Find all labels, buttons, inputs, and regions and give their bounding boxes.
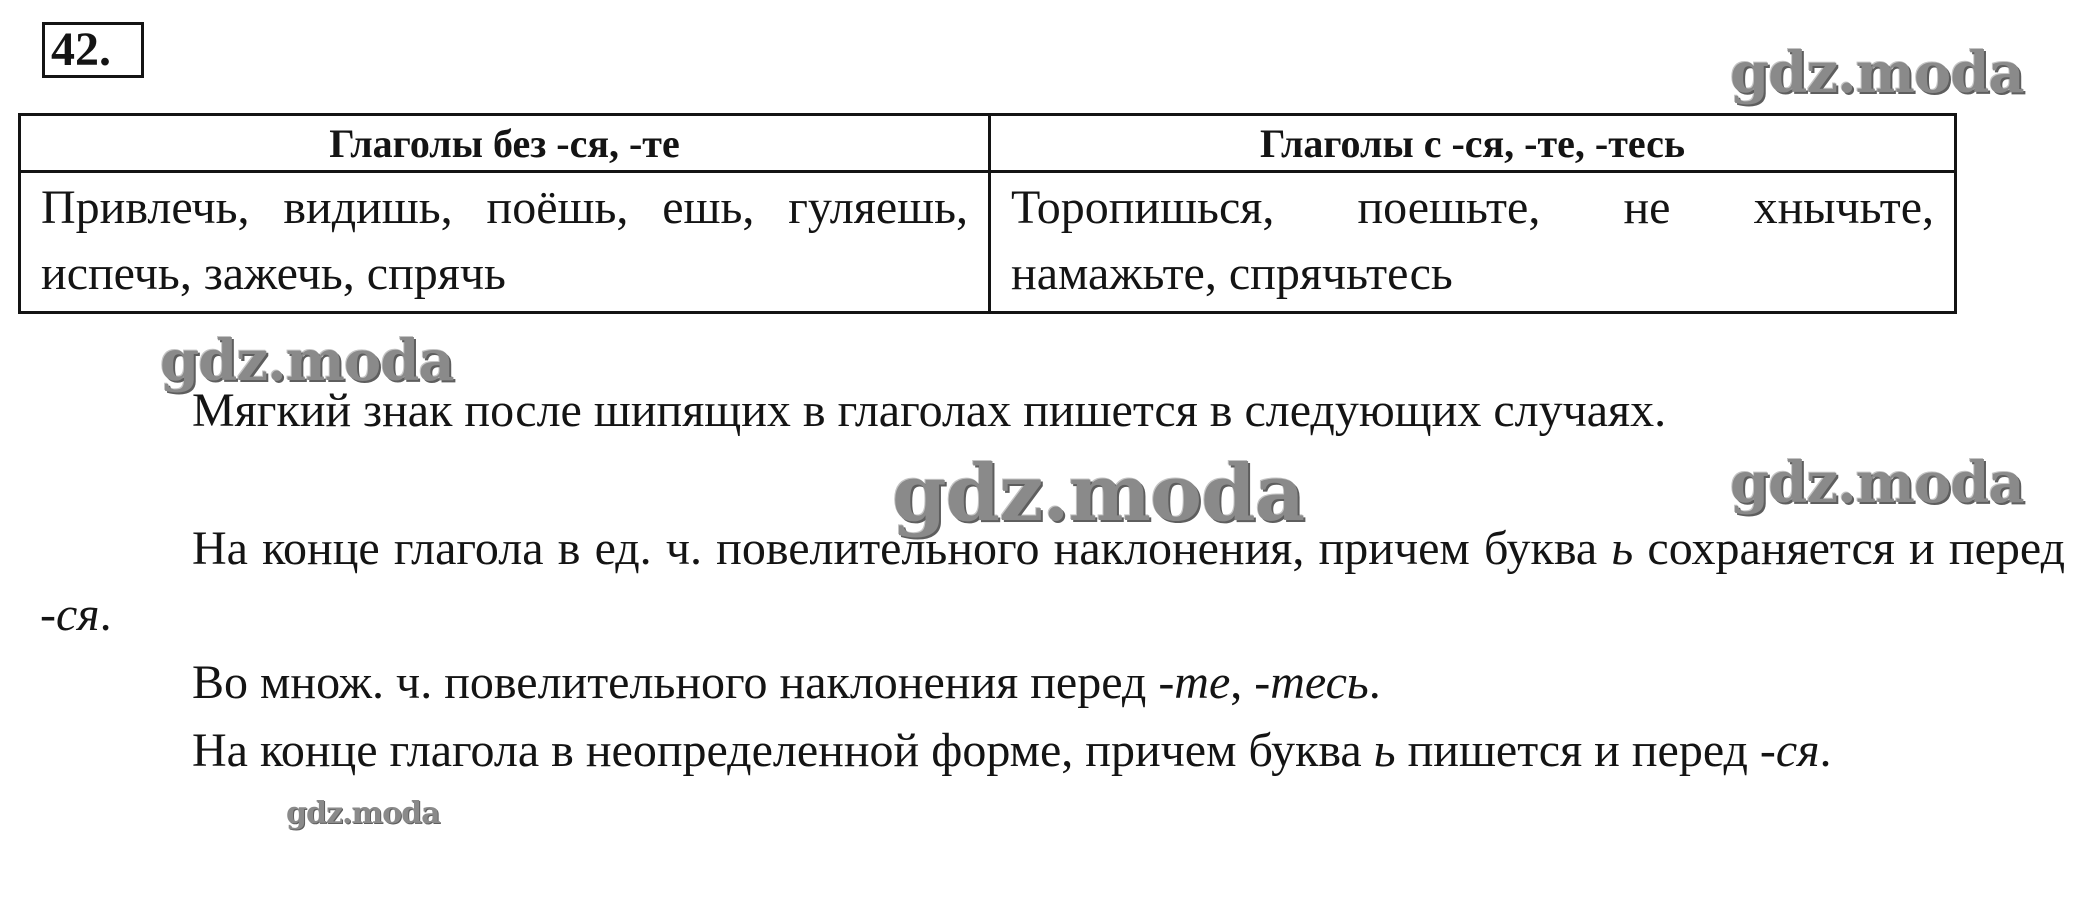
rule-imperative-plural-paragraph [40,650,2065,716]
table-header-with-suffix: Глаголы с -ся, -те, -тесь [990,115,1956,172]
suffix-sya: -ся [40,588,100,641]
rule-text: . [1368,656,1381,709]
watermark: gdz.moda [1730,40,2024,106]
rule-text: . [1819,724,1832,777]
table-header-row [20,115,1956,172]
rule-imperative-singular-paragraph [40,516,2065,648]
rule-text: сохраняется и перед [1633,522,2066,575]
rule-text: На конце глагола в ед. ч. повелительного наклонения, причем буква [192,522,1612,575]
watermark: gdz.moda [892,448,1305,539]
rule-text: , [1230,656,1255,709]
watermark: gdz.moda [160,328,454,394]
soft-sign-letter: ь [1611,522,1634,575]
suffix-sya: -ся [1759,724,1820,777]
verbs-table [18,113,1957,314]
soft-sign-letter: ь [1373,724,1396,777]
watermark: gdz.moda [286,796,440,831]
table-cell-verbs-with-suffix: Торопишься, поешьте, не хнычьте, намажьте, спрячьтесь [990,172,1956,313]
table-row [20,172,1956,313]
suffix-tes: -тесь [1254,656,1369,709]
rule-text: Во множ. ч. повелительного наклонения перед [192,656,1159,709]
table-cell-verbs-without-suffix: Привлечь, видишь, поёшь, ешь, гуляешь, испечь, зажечь, спрячь [20,172,990,313]
suffix-te: -те [1158,656,1231,709]
rule-text: . [99,588,112,641]
rule-text: пишется и перед [1395,724,1760,777]
rule-text: На конце глагола в неопределенной форме, причем буква [192,724,1374,777]
rule-infinitive-paragraph [40,718,2065,784]
watermark: gdz.moda [1730,450,2024,516]
exercise-number: 42. [42,22,144,78]
table-header-without-suffix: Глаголы без -ся, -те [20,115,990,172]
rule-intro-paragraph: Мягкий знак после шипящих в глаголах пишется в следующих случаях. [192,384,1667,437]
